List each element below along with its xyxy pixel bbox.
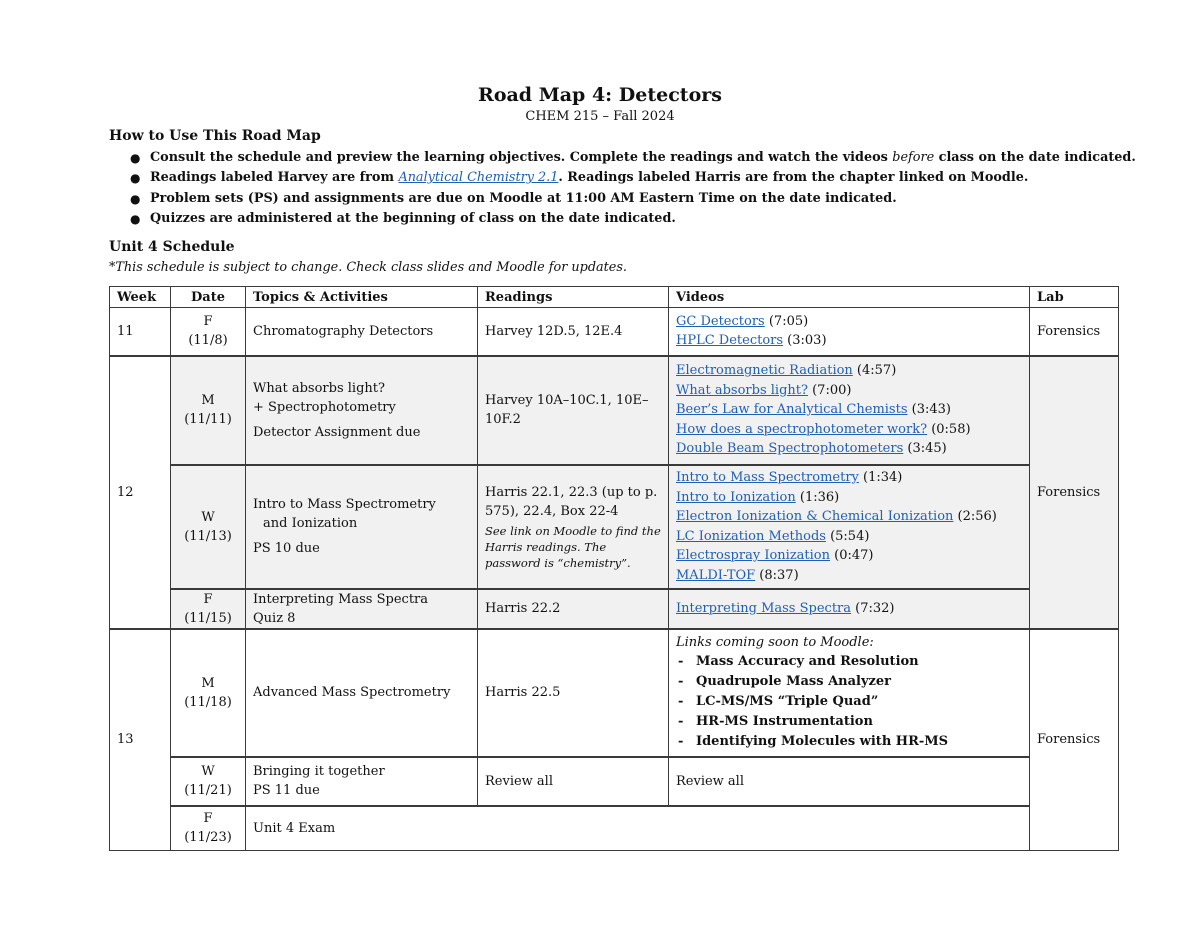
topic-cell: Chromatography Detectors bbox=[246, 308, 478, 356]
videos-cell: Intro to Mass Spectrometry (1:34) Intro to Ionization (1:36) Electron Ionization & Chemical Ionization (2:56) LC Ionization Methods (5:54) Electrospray Ionization (0:47) MALDI-TOF (8:37) bbox=[669, 465, 1030, 589]
schedule-heading: Unit 4 Schedule bbox=[109, 239, 235, 255]
week-cell: 11 bbox=[110, 308, 171, 356]
table-row bbox=[110, 589, 1119, 629]
date-cell: M (11/11) bbox=[171, 356, 246, 465]
video-link[interactable]: Electron Ionization & Chemical Ionization bbox=[676, 509, 954, 524]
videos-cell: GC Detectors (7:05) HPLC Detectors (3:03) bbox=[669, 308, 1030, 356]
table-row bbox=[110, 806, 1119, 851]
video-link[interactable]: GC Detectors bbox=[676, 313, 765, 329]
lab-cell: Forensics bbox=[1030, 308, 1119, 356]
header-videos: Videos bbox=[669, 287, 1030, 308]
list-item: - HR-MS Instrumentation bbox=[678, 714, 873, 729]
page-subtitle: CHEM 215 – Fall 2024 bbox=[525, 109, 675, 124]
reading-cell: Harris 22.5 bbox=[478, 629, 669, 757]
date-cell: F (11/15) bbox=[171, 589, 246, 629]
videos-note: Links coming soon to Moodle: bbox=[676, 635, 874, 650]
list-item: ● Problem sets (PS) and assignments are due on Moodle at 11:00 AM Eastern Time on the date indicated. bbox=[109, 189, 1159, 209]
video-link[interactable]: How does a spectrophotometer work? bbox=[676, 421, 928, 437]
header-topics: Topics & Activities bbox=[246, 287, 478, 308]
topic-cell: Intro to Mass Spectrometry and Ionization PS 10 due bbox=[246, 465, 478, 589]
table-row bbox=[110, 629, 1119, 757]
list-item: ● Readings labeled Harvey are from Analytical Chemistry 2.1. Readings labeled Harris are from the chapter linked on Moodle. bbox=[109, 168, 1159, 188]
videos-cell bbox=[669, 629, 1030, 757]
table-row bbox=[110, 308, 1119, 356]
bullet-icon: ● bbox=[130, 191, 141, 206]
bullet-icon: ● bbox=[130, 212, 141, 227]
video-link[interactable]: Double Beam Spectrophotometers bbox=[676, 441, 904, 457]
video-link[interactable]: MALDI-TOF bbox=[676, 567, 756, 583]
date-cell: F (11/23) bbox=[171, 806, 246, 851]
list-item: - Mass Accuracy and Resolution bbox=[678, 654, 919, 669]
date-cell: F (11/8) bbox=[171, 308, 246, 356]
table-row bbox=[110, 757, 1119, 806]
video-link[interactable]: Beer’s Law for Analytical Chemists bbox=[676, 402, 908, 418]
list-item: - LC-MS/MS “Triple Quad” bbox=[678, 694, 879, 709]
reading-cell: Harris 22.2 bbox=[478, 589, 669, 629]
page-title: Road Map 4: Detectors bbox=[478, 84, 722, 106]
date-cell: W (11/21) bbox=[171, 757, 246, 806]
date-cell: M (11/18) bbox=[171, 629, 246, 757]
videos-cell: Interpreting Mass Spectra (7:32) bbox=[669, 589, 1030, 629]
topic-cell: Interpreting Mass Spectra Quiz 8 bbox=[246, 589, 478, 629]
reading-cell: Harvey 12D.5, 12E.4 bbox=[478, 308, 669, 356]
video-link[interactable]: Electromagnetic Radiation bbox=[676, 363, 853, 379]
header-readings: Readings bbox=[478, 287, 669, 308]
bullet-icon: ● bbox=[130, 151, 141, 165]
videos-cell: Electromagnetic Radiation (4:57) What absorbs light? (7:00) Beer’s Law for Analytical Chemists (3:43) How does a spectrophotometer work? (0:58) Double Beam Spectrophotometers (3:45) bbox=[669, 356, 1030, 465]
reading-cell: Review all bbox=[478, 757, 669, 806]
video-link[interactable]: Intro to Mass Spectrometry bbox=[676, 470, 859, 485]
topic-cell: What absorbs light? + Spectrophotometry Detector Assignment due bbox=[246, 356, 478, 465]
video-link[interactable]: LC Ionization Methods bbox=[676, 528, 826, 544]
howto-heading: How to Use This Road Map bbox=[109, 128, 321, 144]
videos-cell: Review all bbox=[669, 757, 1030, 806]
video-link[interactable]: HPLC Detectors bbox=[676, 333, 784, 349]
video-link[interactable]: Interpreting Mass Spectra bbox=[676, 601, 852, 616]
video-link[interactable]: Intro to Ionization bbox=[676, 489, 796, 505]
header-date: Date bbox=[171, 287, 246, 308]
upcoming-video-list bbox=[676, 652, 1022, 752]
lab-cell: Forensics bbox=[1030, 629, 1119, 851]
header-lab: Lab bbox=[1030, 287, 1119, 308]
reading-cell: Harris 22.1, 22.3 (up to p. 575), 22.4, Box 22-4 See link on Moodle to find the Harris readings. The password is “chemistry”. bbox=[478, 465, 669, 589]
analytical-chemistry-link[interactable]: Analytical Chemistry 2.1 bbox=[398, 170, 559, 186]
list-item: - Quadrupole Mass Analyzer bbox=[678, 674, 892, 689]
header-week: Week bbox=[110, 287, 171, 308]
table-row bbox=[110, 356, 1119, 465]
list-item: ● Consult the schedule and preview the learning objectives. Complete the readings and watch the videos before class on the date indicated. bbox=[109, 148, 1159, 168]
lab-cell: Forensics bbox=[1030, 356, 1119, 629]
howto-list bbox=[109, 148, 1159, 230]
video-link[interactable]: Electrospray Ionization bbox=[676, 548, 830, 563]
reading-cell: Harvey 10A–10C.1, 10E–10F.2 bbox=[478, 356, 669, 465]
table-header-row bbox=[110, 287, 1119, 308]
list-item: - Identifying Molecules with HR-MS bbox=[678, 734, 949, 749]
schedule-table bbox=[109, 286, 1119, 851]
table-row bbox=[110, 465, 1119, 589]
reading-note: See link on Moodle to find the Harris readings. The password is “chemistry”. bbox=[485, 523, 661, 570]
week-cell: 12 bbox=[110, 356, 171, 629]
video-link[interactable]: What absorbs light? bbox=[676, 382, 808, 398]
week-cell: 13 bbox=[110, 629, 171, 851]
topic-cell: Unit 4 Exam bbox=[246, 806, 1030, 851]
schedule-note: *This schedule is subject to change. Check class slides and Moodle for updates. bbox=[109, 260, 627, 275]
date-cell: W (11/13) bbox=[171, 465, 246, 589]
topic-cell: Bringing it together PS 11 due bbox=[246, 757, 478, 806]
bullet-icon: ● bbox=[130, 171, 141, 186]
list-item: ● Quizzes are administered at the beginning of class on the date indicated. bbox=[109, 209, 1159, 229]
topic-cell: Advanced Mass Spectrometry bbox=[246, 629, 478, 757]
